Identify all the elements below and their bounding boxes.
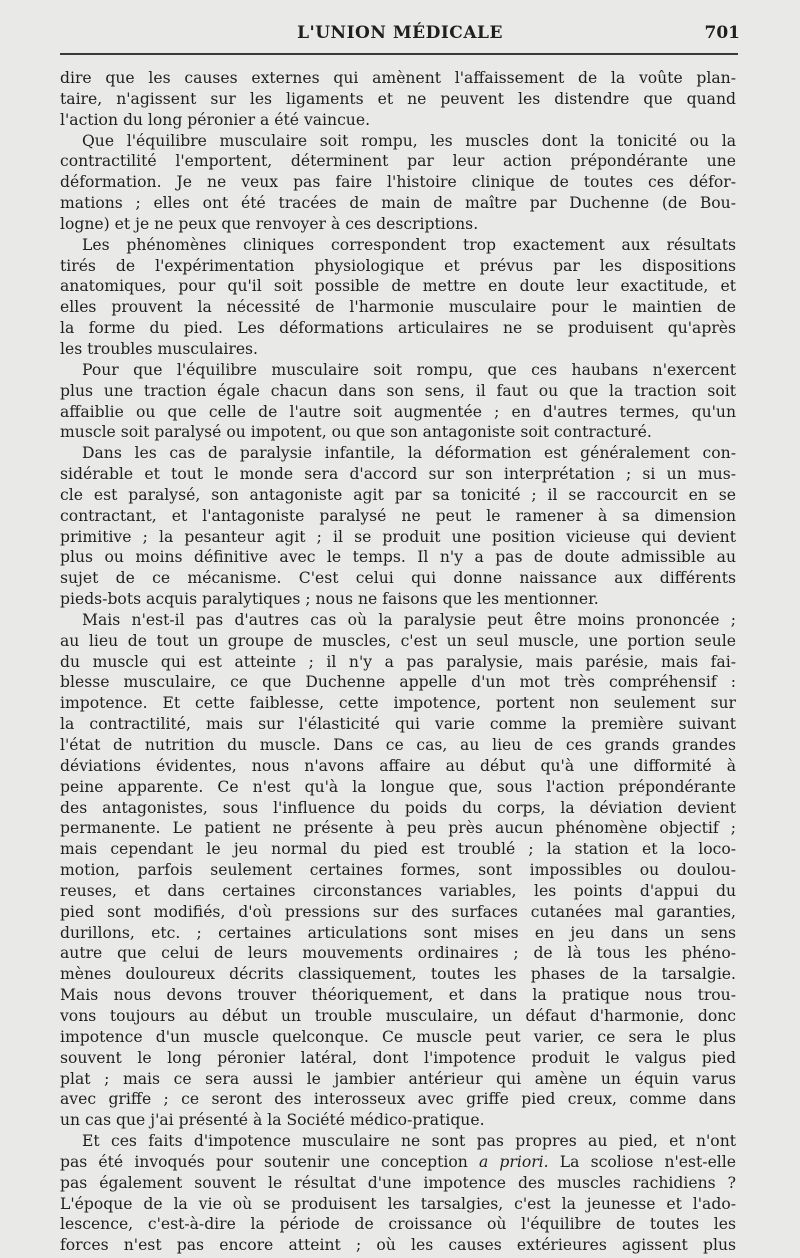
text-line: forces n'est pas encore atteint ; où les causes extérieures agissent plus [60, 1236, 736, 1255]
text-line: blesse musculaire, ce que Duchenne appelle d'un mot très compréhensif : [60, 673, 736, 692]
text-line: plus ou moins définitive avec le temps. Il n'y a pas de doute admissible au [60, 548, 736, 567]
text-line: Les phénomènes cliniques correspondent trop exactement aux résultats [82, 235, 736, 254]
header-rule [60, 53, 738, 55]
text-line: Mais n'est-il pas d'autres cas où la paralysie peut être moins prononcée ; [82, 610, 736, 629]
text-line: l'état de nutrition du muscle. Dans ce cas, au lieu de ces grands grandes [60, 736, 736, 754]
text-line: des antagonistes, sous l'influence du poids du corps, la déviation devient [60, 798, 736, 817]
text-line: contractilité l'emportent, déterminent par leur action prépondérante une [60, 152, 736, 171]
text-line: plus une traction égale chacun dans son sens, il faut ou que la traction soit [60, 381, 736, 400]
text-line: durillons, etc. ; certaines articulations sont mises en jeu dans un sens [60, 923, 736, 942]
text-line: plat ; mais ce sera aussi le jambier antérieur qui amène un équin varus [60, 1069, 736, 1088]
text-line: avec griffe ; ce seront des interosseux avec griffe pied creux, comme dans [60, 1090, 736, 1109]
journal-title: L'UNION MÉDICALE [297, 23, 503, 43]
running-header [60, 22, 740, 46]
text-line: Pour que l'équilibre musculaire soit rompu, que ces haubans n'exercent [82, 360, 736, 379]
text-line: logne) et je ne peux que renvoyer à ces descriptions. [60, 214, 479, 233]
text-line: déviations évidentes, nous n'avons affaire au début qu'à une difformité à [60, 756, 736, 775]
text-line: autre que celui de leurs mouvements ordinaires ; de là tous les phéno- [60, 944, 736, 963]
text-line: pas également souvent le résultat d'une impotence des muscles rachidiens ? [60, 1173, 736, 1192]
text-line: taire, n'agissent sur les ligaments et ne peuvent les distendre que quand [60, 89, 736, 108]
text-line: la forme du pied. Les déformations articulaires ne se produisent qu'après [60, 319, 736, 338]
text-line: anatomiques, pour qu'il soit possible de mettre en doute leur exactitude, et [60, 277, 736, 296]
body-text [60, 68, 736, 1256]
text-line: Et ces faits d'impotence musculaire ne sont pas propres au pied, et n'ont [82, 1132, 736, 1151]
text-line: sujet de ce mécanisme. C'est celui qui donne naissance aux différents [60, 569, 736, 588]
text-line: impotence. Et cette faiblesse, cette impotence, portent non seulement sur [60, 694, 736, 713]
text-line: Dans les cas de paralysie infantile, la déformation est généralement con- [82, 444, 736, 463]
text-line: mations ; elles ont été tracées de main de maître par Duchenne (de Bou- [60, 194, 736, 213]
text-line: tirés de l'expérimentation physiologique et prévus par les dispositions [60, 256, 736, 275]
text-line: motion, parfois seulement certaines formes, sont impossibles ou doulou- [60, 861, 736, 880]
text-line: peine apparente. Ce n'est qu'à la longue que, sous l'action prépondérante [60, 777, 736, 796]
text-line: la contractilité, mais sur l'élasticité qui varie comme la première suivant [60, 715, 736, 734]
text-line: primitive ; la pesanteur agit ; il se produit une position vicieuse qui devient [60, 527, 736, 546]
text-line: muscle soit paralysé ou impotent, ou que son antagoniste soit contracturé. [60, 423, 652, 442]
text-line: les troubles musculaires. [60, 339, 259, 358]
text-line: pied sont modifiés, d'où pressions sur des surfaces cutanées mal garanties, [60, 902, 736, 921]
text-line: contractant, et l'antagoniste paralysé ne peut le ramener à sa dimension [60, 506, 736, 525]
text-line: souvent le long péronier latéral, dont l'impotence produit le valgus pied [60, 1048, 736, 1067]
text-line: l'action du long péronier a été vaincue. [60, 110, 371, 129]
text-line: affaiblie ou que celle de l'autre soit augmentée ; en d'autres termes, qu'un [60, 402, 736, 421]
text-line: cle est paralysé, son antagoniste agit par sa tonicité ; il se raccourcit en se [60, 485, 736, 504]
text-line: vons toujours au début un trouble musculaire, un défaut d'harmonie, donc [60, 1006, 736, 1025]
text-line: dire que les causes externes qui amènent l'affaissement de la voûte plan- [60, 69, 736, 87]
text-line: elles prouvent la nécessité de l'harmonie musculaire pour le maintien de [60, 298, 736, 317]
text-line: déformation. Je ne veux pas faire l'histoire clinique de toutes ces défor- [60, 173, 736, 192]
text-line: impotence d'un muscle quelconque. Ce muscle peut varier, ce sera le plus [60, 1027, 736, 1046]
text-line: mènes douloureux décrits classiquement, toutes les phases de la tarsalgie. [60, 965, 736, 984]
text-line: sidérable et tout le monde sera d'accord sur son interprétation ; si un mus- [60, 465, 736, 484]
text-line: un cas que j'ai présenté à la Société médico-pratique. [60, 1111, 485, 1130]
page-number: 701 [704, 23, 740, 43]
text-line: reuses, et dans certaines circonstances variables, les points d'appui du [60, 881, 736, 900]
text-line: Que l'équilibre musculaire soit rompu, les muscles dont la tonicité ou la [82, 131, 736, 150]
text-line: Mais nous devons trouver théoriquement, et dans la pratique nous trou- [60, 986, 736, 1005]
text-line: mais cependant le jeu normal du pied est troublé ; la station et la loco- [60, 840, 736, 859]
text-line: permanente. Le patient ne présente à peu près aucun phénomène objectif ; [60, 819, 736, 838]
text-line: lescence, c'est-à-dire la période de croissance où l'équilibre de toutes les [60, 1215, 736, 1234]
text-line: L'époque de la vie où se produisent les tarsalgies, c'est la jeunesse et l'ado- [60, 1194, 736, 1213]
text-line: au lieu de tout un groupe de muscles, c'est un seul muscle, une portion seule [60, 631, 736, 650]
text-line: pas été invoqués pour soutenir une conception a priori. La scoliose n'est-elle [60, 1152, 736, 1171]
text-line: pieds-bots acquis paralytiques ; nous ne faisons que les mentionner. [60, 590, 599, 609]
text-line: du muscle qui est atteinte ; il n'y a pas paralysie, mais parésie, mais fai- [60, 652, 736, 671]
